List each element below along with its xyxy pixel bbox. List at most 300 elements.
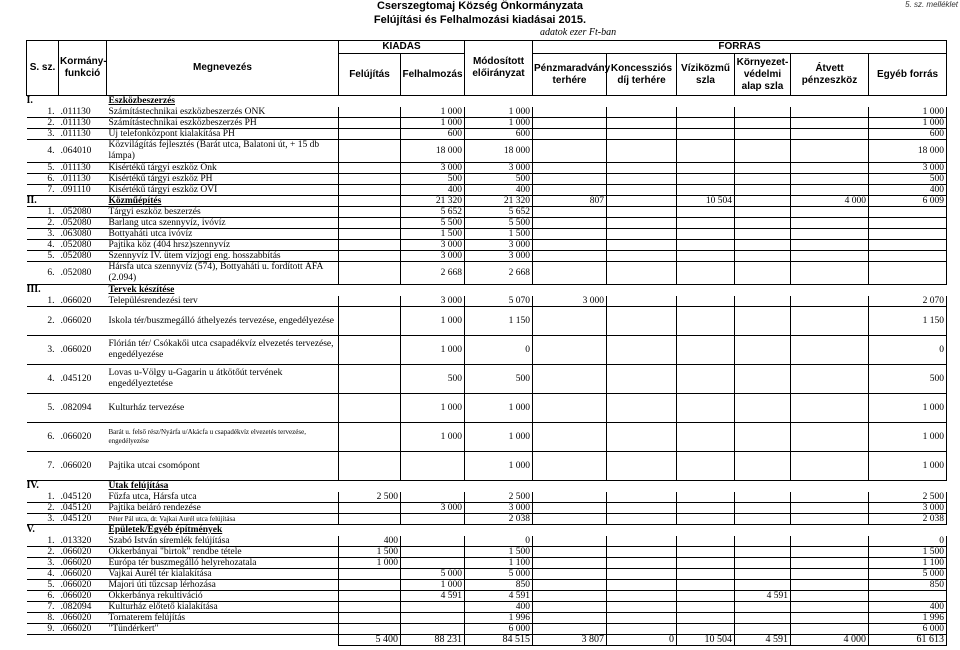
section-number: V. [26, 524, 35, 536]
value-cell [677, 174, 735, 185]
annex-label: 5. sz. melléklet [905, 0, 958, 9]
table-row [27, 262, 947, 285]
value-cell [533, 492, 607, 503]
function-code: .052080 [59, 240, 107, 251]
value-cell: 1 100 [869, 558, 947, 569]
function-code: .045120 [59, 492, 107, 503]
value-cell: 3 000 [465, 503, 533, 514]
item-name: Bottyaháti utca ivóvíz [107, 229, 339, 240]
value-cell [869, 240, 947, 251]
item-name: Hársfa utca szennyvíz (574), Bottyaháti u. fordított ÁFA (2.094) [107, 262, 339, 285]
value-cell [533, 174, 607, 185]
value-cell [533, 547, 607, 558]
value-cell: 3 000 [465, 251, 533, 262]
value-cell [791, 452, 869, 481]
item-name: Új telefonközpont kialakítása PH [107, 129, 339, 140]
value-cell [339, 174, 401, 185]
value-cell [339, 140, 401, 163]
value-cell [791, 536, 869, 547]
function-code: .066020 [59, 336, 107, 365]
value-cell [677, 558, 735, 569]
value-cell [533, 602, 607, 613]
value-cell [791, 591, 869, 602]
table-row [27, 481, 947, 492]
table-row [27, 613, 947, 624]
value-cell [465, 525, 533, 536]
section-total-cell: 4 000 [791, 196, 869, 207]
table-row [27, 285, 947, 296]
value-cell [339, 336, 401, 365]
value-cell [735, 262, 791, 285]
table-row [27, 307, 947, 336]
value-cell [677, 96, 735, 107]
table-row [27, 536, 947, 547]
value-cell [791, 423, 869, 452]
value-cell: 600 [869, 129, 947, 140]
function-code: .066020 [59, 547, 107, 558]
value-cell [677, 107, 735, 118]
value-cell [791, 285, 869, 296]
value-cell [677, 218, 735, 229]
table-row [27, 140, 947, 163]
value-cell [735, 624, 791, 635]
value-cell: 1 000 [869, 118, 947, 129]
item-name: Pajtika köz (404 hrsz)szennyvíz [107, 240, 339, 251]
section-title: Eszközbeszerzés [108, 96, 175, 107]
value-cell: 1 500 [465, 547, 533, 558]
table-row [27, 624, 947, 635]
value-cell [735, 118, 791, 129]
item-name: Barát u. felső rész/Nyárfa u/Akácfa u csapadékvíz elvezetés tervezése, engedélyezése [107, 423, 339, 452]
value-cell: 850 [869, 580, 947, 591]
value-cell [607, 580, 677, 591]
value-cell [677, 624, 735, 635]
value-cell [339, 218, 401, 229]
value-cell [735, 140, 791, 163]
value-cell [533, 285, 607, 296]
value-cell: 400 [465, 602, 533, 613]
section-total-cell [735, 196, 791, 207]
value-cell: 2 500 [465, 492, 533, 503]
function-code: .045120 [59, 514, 107, 525]
value-cell: 1 000 [465, 423, 533, 452]
row-number: 5. [27, 394, 59, 423]
value-cell: 4 591 [735, 591, 791, 602]
value-cell: 3 000 [869, 503, 947, 514]
value-cell: 3 000 [401, 251, 465, 262]
function-code: .066020 [59, 307, 107, 336]
value-cell [735, 514, 791, 525]
value-cell [607, 558, 677, 569]
table-row [27, 207, 947, 218]
value-cell [791, 558, 869, 569]
value-cell [735, 569, 791, 580]
item-name: Okkerbánya rekultiváció [107, 591, 339, 602]
value-cell: 0 [869, 536, 947, 547]
value-cell: 18 000 [869, 140, 947, 163]
value-cell [607, 591, 677, 602]
value-cell [677, 514, 735, 525]
value-cell: 400 [869, 602, 947, 613]
value-cell: 500 [869, 365, 947, 394]
row-number: 2. [27, 218, 59, 229]
section-number: II. [27, 196, 59, 207]
value-cell [607, 336, 677, 365]
value-cell [677, 140, 735, 163]
col-felhalmozas: Felhalmozás [401, 54, 465, 96]
value-cell: 1 996 [465, 613, 533, 624]
value-cell [533, 423, 607, 452]
value-cell [607, 262, 677, 285]
value-cell [869, 262, 947, 285]
value-cell [401, 624, 465, 635]
function-code: .045120 [59, 365, 107, 394]
table-row [27, 107, 947, 118]
table-row [27, 365, 947, 394]
item-name: Vajkai Aurél tér kialakítása [107, 569, 339, 580]
value-cell: 0 [869, 336, 947, 365]
value-cell: 1 000 [869, 394, 947, 423]
value-cell [339, 624, 401, 635]
value-cell [339, 481, 401, 492]
row-number: 8. [27, 613, 59, 624]
value-cell [533, 240, 607, 251]
value-cell [677, 423, 735, 452]
item-name: Tárgyi eszköz beszerzés [107, 207, 339, 218]
value-cell: 3 000 [869, 163, 947, 174]
totals-row [27, 635, 947, 646]
value-cell [735, 185, 791, 196]
value-cell: 1 000 [401, 394, 465, 423]
item-name: Közvilágítás fejlesztés (Barát utca, Balatoni út, + 15 db lámpa) [107, 140, 339, 163]
value-cell: 3 000 [465, 240, 533, 251]
value-cell: 1 000 [401, 580, 465, 591]
value-cell [533, 307, 607, 336]
item-name: Szennyvíz IV. ütem vízjogi eng. hosszabbítás [107, 251, 339, 262]
value-cell [677, 580, 735, 591]
value-cell [401, 452, 465, 481]
value-cell [339, 613, 401, 624]
budget-table [26, 40, 947, 646]
section-total-cell: 10 504 [677, 196, 735, 207]
section-func [59, 96, 107, 107]
value-cell [791, 107, 869, 118]
value-cell [339, 251, 401, 262]
value-cell: 1 996 [869, 613, 947, 624]
value-cell: 1 500 [465, 229, 533, 240]
value-cell: 3 000 [401, 240, 465, 251]
function-code: .066020 [59, 591, 107, 602]
value-cell: 5 000 [401, 569, 465, 580]
value-cell [869, 251, 947, 262]
value-cell [735, 107, 791, 118]
value-cell [677, 536, 735, 547]
value-cell: 5 070 [465, 296, 533, 307]
value-cell [339, 207, 401, 218]
value-cell [339, 185, 401, 196]
function-code: .066020 [59, 452, 107, 481]
value-cell [607, 452, 677, 481]
value-cell [607, 624, 677, 635]
value-cell [533, 365, 607, 394]
value-cell [677, 394, 735, 423]
value-cell [339, 129, 401, 140]
item-name: Településrendezési terv [107, 296, 339, 307]
value-cell: 1 000 [465, 118, 533, 129]
value-cell: 500 [465, 174, 533, 185]
value-cell [677, 336, 735, 365]
table-row [27, 251, 947, 262]
table-row [27, 591, 947, 602]
item-name: Fűzfa utca, Hársfa utca [107, 492, 339, 503]
value-cell [533, 96, 607, 107]
value-cell [607, 129, 677, 140]
value-cell [401, 613, 465, 624]
total-cell: 61 613 [869, 635, 947, 646]
value-cell [533, 107, 607, 118]
function-code: .066020 [59, 569, 107, 580]
table-row [27, 558, 947, 569]
document-subtitle: Felújítási és Felhalmozási kiadásai 2015. [373, 14, 587, 26]
value-cell [791, 96, 869, 107]
value-cell [339, 118, 401, 129]
value-cell [401, 481, 465, 492]
value-cell [339, 296, 401, 307]
value-cell [401, 547, 465, 558]
value-cell [677, 525, 735, 536]
value-cell [533, 163, 607, 174]
value-cell [735, 602, 791, 613]
value-cell: 3 000 [401, 503, 465, 514]
section-total-cell [607, 196, 677, 207]
value-cell [607, 492, 677, 503]
item-name: Flórián tér/ Csókakői utca csapadékvíz elvezetés tervezése, engedélyezése [107, 336, 339, 365]
value-cell [339, 580, 401, 591]
col-name: Megnevezés [107, 41, 339, 96]
value-cell [735, 613, 791, 624]
value-cell [533, 452, 607, 481]
table-row [27, 394, 947, 423]
value-cell [339, 285, 401, 296]
item-name: Szabó István síremlék felújítása [107, 536, 339, 547]
value-cell [869, 229, 947, 240]
value-cell: 5 652 [401, 207, 465, 218]
col-felujitas: Felújítás [339, 54, 401, 96]
value-cell [607, 569, 677, 580]
table-row [27, 129, 947, 140]
total-cell: 4 000 [791, 635, 869, 646]
table-row [27, 218, 947, 229]
table-row [27, 423, 947, 452]
section-total-cell: 807 [533, 196, 607, 207]
value-cell: 1 000 [339, 558, 401, 569]
function-code: .011130 [59, 129, 107, 140]
value-cell: 400 [869, 185, 947, 196]
value-cell: 1 000 [401, 307, 465, 336]
table-row [27, 196, 947, 207]
function-code: .066020 [59, 624, 107, 635]
value-cell: 4 591 [465, 591, 533, 602]
value-cell [339, 602, 401, 613]
value-cell: 500 [401, 174, 465, 185]
function-code: .066020 [59, 423, 107, 452]
value-cell [735, 229, 791, 240]
section-func [59, 196, 107, 207]
table-row [27, 118, 947, 129]
value-cell [533, 481, 607, 492]
row-number: 1. [27, 536, 59, 547]
row-number: 2. [27, 503, 59, 514]
value-cell [735, 218, 791, 229]
function-code: .011130 [59, 107, 107, 118]
value-cell [533, 580, 607, 591]
section-number: III. [26, 284, 41, 296]
value-cell: 400 [339, 536, 401, 547]
value-cell [533, 569, 607, 580]
value-cell: 3 000 [465, 163, 533, 174]
value-cell [533, 394, 607, 423]
value-cell [533, 536, 607, 547]
value-cell [677, 452, 735, 481]
value-cell [607, 365, 677, 394]
value-cell [791, 185, 869, 196]
value-cell [339, 96, 401, 107]
value-cell [677, 492, 735, 503]
section-title: Utak felújítása [108, 481, 169, 492]
value-cell: 1 000 [869, 452, 947, 481]
value-cell: 6 000 [869, 624, 947, 635]
value-cell [677, 503, 735, 514]
value-cell [791, 163, 869, 174]
value-cell [465, 481, 533, 492]
value-cell [735, 558, 791, 569]
row-number: 2. [27, 307, 59, 336]
value-cell [607, 140, 677, 163]
value-cell [607, 163, 677, 174]
row-number: 7. [27, 602, 59, 613]
item-name: "Tündérkert" [107, 624, 339, 635]
item-name: Péter Pál utca, dr. Vajkai Aurél utca felújítása [107, 514, 339, 525]
value-cell [791, 296, 869, 307]
value-cell [791, 580, 869, 591]
value-cell [533, 525, 607, 536]
row-number: 3. [27, 336, 59, 365]
value-cell [735, 296, 791, 307]
value-cell: 2 668 [465, 262, 533, 285]
value-cell [533, 613, 607, 624]
total-cell: 84 515 [465, 635, 533, 646]
row-number: 6. [27, 174, 59, 185]
value-cell [677, 229, 735, 240]
row-number: 4. [27, 569, 59, 580]
value-cell [339, 591, 401, 602]
section-number: IV. [26, 480, 39, 492]
value-cell [607, 423, 677, 452]
function-code: .011130 [59, 174, 107, 185]
total-cell: 4 591 [735, 635, 791, 646]
value-cell [339, 423, 401, 452]
value-cell [677, 163, 735, 174]
value-cell: 18 000 [465, 140, 533, 163]
value-cell [677, 307, 735, 336]
item-name: Majori úti tűzcsap lérhozása [107, 580, 339, 591]
value-cell: 1 000 [465, 394, 533, 423]
section-func [59, 481, 107, 492]
value-cell [339, 107, 401, 118]
row-number: 7. [27, 185, 59, 196]
value-cell: 3 000 [401, 296, 465, 307]
row-number: 6. [27, 591, 59, 602]
section-total-cell: 21 320 [465, 196, 533, 207]
table-row [27, 525, 947, 536]
value-cell: 1 500 [339, 547, 401, 558]
value-cell: 1 000 [401, 423, 465, 452]
total-cell: 10 504 [677, 635, 735, 646]
value-cell [735, 365, 791, 394]
table-row [27, 296, 947, 307]
value-cell [607, 185, 677, 196]
value-cell [465, 96, 533, 107]
value-cell [339, 394, 401, 423]
value-cell [677, 262, 735, 285]
value-cell [339, 452, 401, 481]
value-cell [735, 240, 791, 251]
value-cell: 850 [465, 580, 533, 591]
row-number: 3. [27, 514, 59, 525]
col-ssz: S. sz. [27, 41, 59, 96]
value-cell [791, 262, 869, 285]
value-cell [791, 624, 869, 635]
value-cell [533, 118, 607, 129]
section-number: I. [26, 95, 33, 107]
section-total-cell: 21 320 [401, 196, 465, 207]
col-koncesszios: Koncessziós díj terhére [607, 54, 677, 96]
item-name: Lovas u-Völgy u-Gagarin u átkötőút tervének engedélyeztetése [107, 365, 339, 394]
value-cell [607, 218, 677, 229]
row-number: 1. [27, 207, 59, 218]
item-name: Kisértékű tárgyi eszköz OVI [107, 185, 339, 196]
value-cell [735, 174, 791, 185]
value-cell [791, 129, 869, 140]
section-title: Közműépítés [107, 196, 339, 207]
value-cell: 500 [869, 174, 947, 185]
value-cell [791, 602, 869, 613]
value-cell [677, 296, 735, 307]
value-cell [869, 207, 947, 218]
value-cell: 5 000 [465, 569, 533, 580]
value-cell [791, 547, 869, 558]
function-code: .064010 [59, 140, 107, 163]
value-cell [607, 481, 677, 492]
row-number: 4. [27, 240, 59, 251]
function-code: .052080 [59, 251, 107, 262]
col-kornyezet: Környezet-védelmi alap szla [735, 54, 791, 96]
value-cell: 2 500 [339, 492, 401, 503]
value-cell [735, 163, 791, 174]
value-cell [791, 336, 869, 365]
value-cell [339, 240, 401, 251]
value-cell [735, 207, 791, 218]
function-code: .063080 [59, 229, 107, 240]
value-cell: 0 [465, 536, 533, 547]
value-cell [401, 602, 465, 613]
value-cell [735, 525, 791, 536]
value-cell: 1 000 [401, 118, 465, 129]
value-cell [401, 525, 465, 536]
value-cell [339, 307, 401, 336]
value-cell [533, 218, 607, 229]
function-code: .082094 [59, 602, 107, 613]
